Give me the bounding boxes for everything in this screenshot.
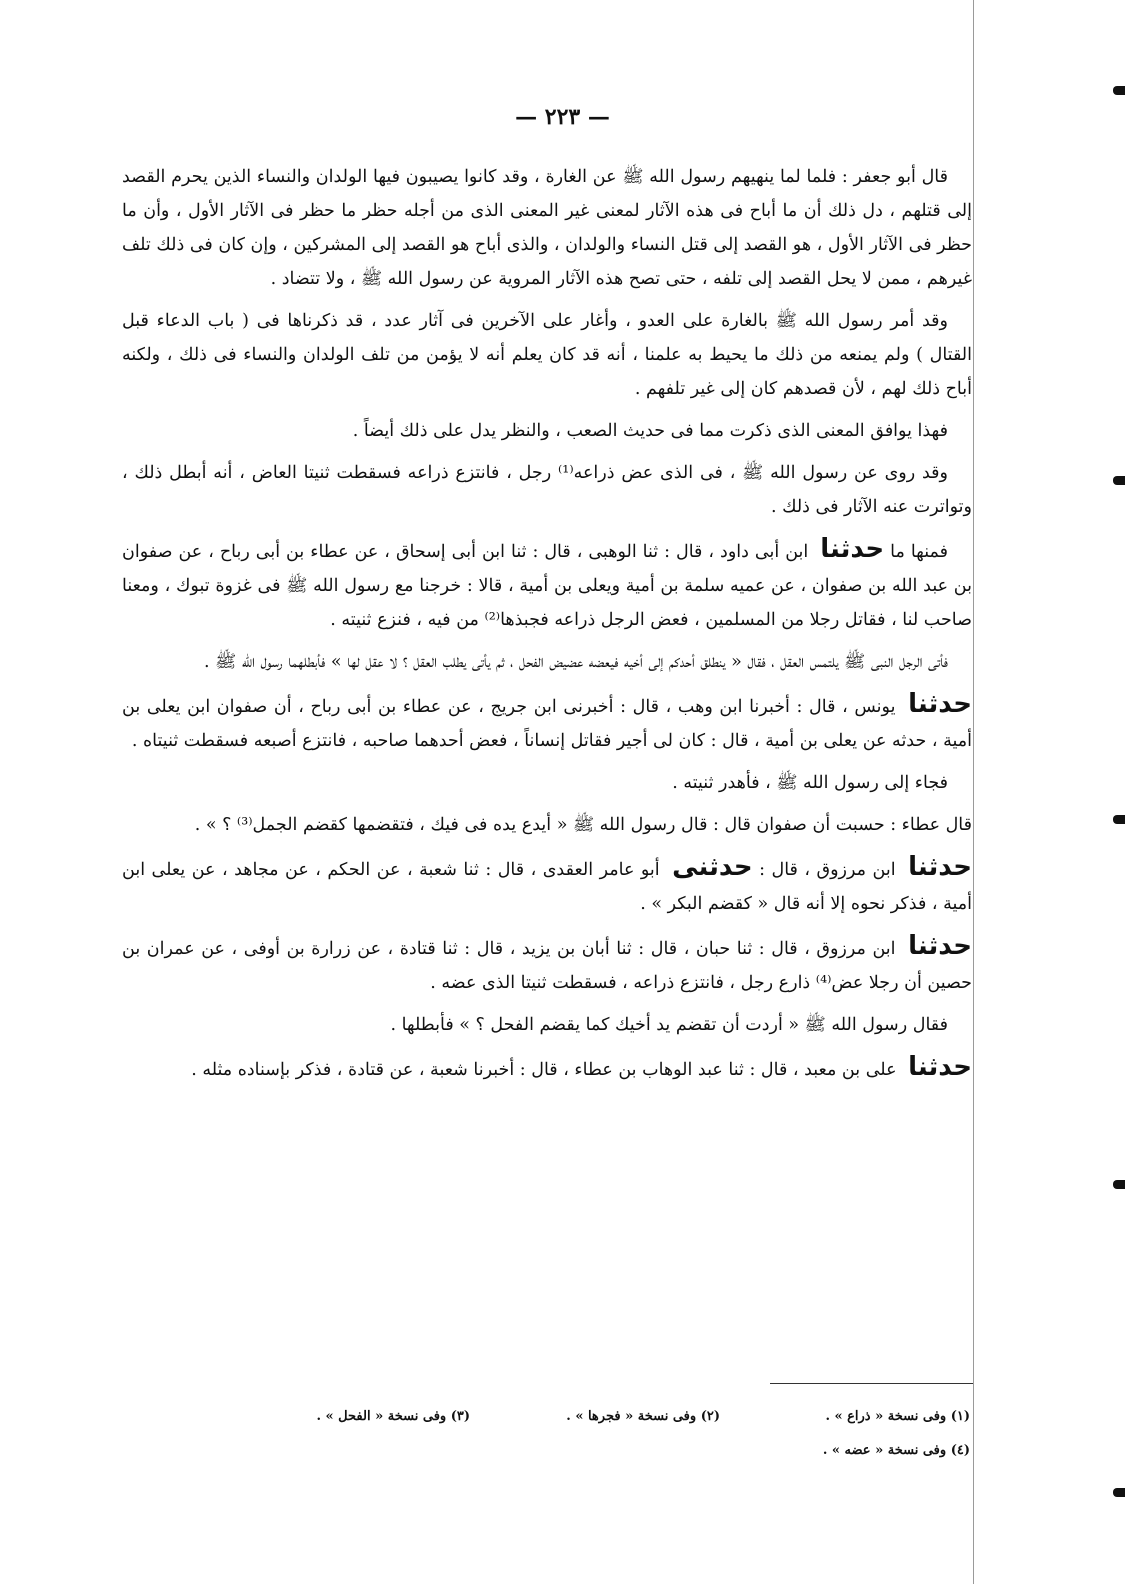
page-number: — ٢٢٣ — xyxy=(515,104,610,130)
edge-mark xyxy=(1113,1180,1125,1189)
footnote: (٤) وفى نسخة « عضه » . xyxy=(822,1443,970,1458)
footnotes xyxy=(170,1400,970,1468)
haddathana-word: حدثنا xyxy=(908,689,972,719)
binding-line xyxy=(973,0,974,1584)
paragraph: وقد أمر رسول الله ﷺ بالغارة على العدو ، وأغار على الآخرين فى آثار عدد ، قد ذكرناها فى ( باب الدعاء قبل القتال ) ولم يمنعه من ذلك ما يحيط به علمنا ، أنه قد كان يعلم أنه لا يؤمن من تلف الولدان والنساء فى ذلك ، ولكنه أباح ذلك لهم ، لأن قصدهم كان إلى غير تلفهم . xyxy=(122,311,972,399)
footnote: (١) وفى نسخة « ذراع » . xyxy=(825,1409,970,1424)
hadith-text: ابن أبى داود ، قال : ثنا الوهبى ، قال : ثنا ابن أبى إسحاق ، عن عطاء بن أبى رباح ، عن صفوان بن عبد الله بن صفوان ، عن عميه سلمة بن أمية ويعلى بن أمية ، قالا : خرجنا مع رسول الله ﷺ فى غزوة تبوك ، ومعنا صاحب لنا ، فقاتل رجلا من المسلمين ، فعض الرجل ذراعه فجبذها⁽²⁾ من فيه ، فنزع ثنيته . xyxy=(122,542,972,630)
hadith-paragraph xyxy=(122,687,972,758)
hadith-paragraph xyxy=(122,929,972,1000)
hadith-text: ابن مرزوق ، قال : xyxy=(752,860,896,880)
hadith-text: أبو عامر العقدى ، قال : ثنا شعبة ، عن الحكم ، عن مجاهد ، عن يعلى ابن أمية ، فذكر نحوه إلا أنه قال « كقضم البكر » . xyxy=(122,860,972,914)
paragraph: فأتى الرجل النبى ﷺ يلتمس العقل ، فقال « ينطلق أحدكم إلى أخيه فيعضه عضيض الفحل ، ثم يأتى يطلب العقل ؟ لا عقل لها » فأبطلهما رسول الله ﷺ . xyxy=(204,652,948,672)
hadith-text: ابن مرزوق ، قال : ثنا حبان ، قال : ثنا أبان بن يزيد ، قال : ثنا قتادة ، عن زرارة بن أوفى ، عن عمران بن حصين أن رجلا عض⁽⁴⁾ ذارع رجل ، فانتزع ذراعه ، فسقطت ثنيتا الذى عضه . xyxy=(122,939,972,993)
haddathani-word: حدثنى xyxy=(672,852,753,882)
hadith-paragraph xyxy=(122,532,972,637)
hadith-paragraph xyxy=(122,1050,972,1087)
footnote-row xyxy=(170,1434,970,1468)
footnote: (٣) وفى نسخة « الفحل » . xyxy=(316,1409,470,1424)
hadith-text: على بن معبد ، قال : ثنا عبد الوهاب بن عطاء ، قال : أخبرنا شعبة ، عن قتادة ، فذكر بإسناده مثله . xyxy=(191,1060,897,1080)
haddathana-word: حدثنا xyxy=(908,852,972,882)
paragraph: فقال رسول الله ﷺ « أردت أن تقضم يد أخيك كما يقضم الفحل ؟ » فأبطلها . xyxy=(390,1015,948,1035)
page-body xyxy=(122,160,972,1095)
edge-mark xyxy=(1113,86,1125,95)
haddathana-word: حدثنا xyxy=(908,931,972,961)
hadith-paragraph xyxy=(122,850,972,921)
footnote-row xyxy=(170,1400,970,1434)
hadith-text: فمنها ما xyxy=(884,542,948,562)
footnote-separator xyxy=(770,1383,973,1384)
paragraph: فهذا يوافق المعنى الذى ذكرت مما فى حديث الصعب ، والنظر يدل على ذلك أيضاً . xyxy=(352,421,948,441)
paragraph: وقد روى عن رسول الله ﷺ ، فى الذى عض ذراعه⁽¹⁾ رجل ، فانتزع ذراعه فسقطت ثنيتا العاض ، أنه أبطل ذلك ، وتواترت عنه الآثار فى ذلك . xyxy=(122,463,972,517)
edge-mark xyxy=(1113,1488,1125,1497)
edge-mark xyxy=(1113,476,1125,485)
paragraph: قال أبو جعفر : فلما لما ينهيهم رسول الله ﷺ عن الغارة ، وقد كانوا يصيبون فيها الولدان والنساء الذين يحرم القصد إلى قتلهم ، دل ذلك أن ما أباح فى هذه الآثار لمعنى غير المعنى الذى من أجله حظر ما حظر فى الآثار الأول ، وأن ما حظر فى الآثار الأول ، هو القصد إلى قتل النساء والولدان ، والذى أباح هو القصد إلى المشركين ، وإن كان فى ذلك تلف غيرهم ، ممن لا يحل القصد إلى تلفه ، حتى تصح هذه الآثار المروية عن رسول الله ﷺ ، ولا تتضاد . xyxy=(122,167,972,289)
paragraph: فجاء إلى رسول الله ﷺ ، فأهدر ثنيته . xyxy=(672,773,948,793)
haddathana-word: حدثنا xyxy=(908,1052,972,1082)
hadith-text: يونس ، قال : أخبرنا ابن وهب ، قال : أخبرنى ابن جريج ، عن عطاء بن أبى رباح ، أن صفوان ابن يعلى بن أمية ، حدثه عن يعلى بن أمية ، قال : كان لى أجير فقاتل إنساناً ، فعض أحدهما صاحبه ، فانتزع أصبعه فسقطت ثنيتاه . xyxy=(122,697,972,751)
edge-mark xyxy=(1113,815,1125,824)
footnote: (٢) وفى نسخة « فجرها » . xyxy=(566,1409,720,1424)
paragraph: قال عطاء : حسبت أن صفوان قال : قال رسول الله ﷺ « أيدع يده فى فيك ، فتقضمها كقضم الجمل⁽³⁾ ؟ » . xyxy=(194,815,972,835)
haddathana-word: حدثنا xyxy=(820,534,885,564)
